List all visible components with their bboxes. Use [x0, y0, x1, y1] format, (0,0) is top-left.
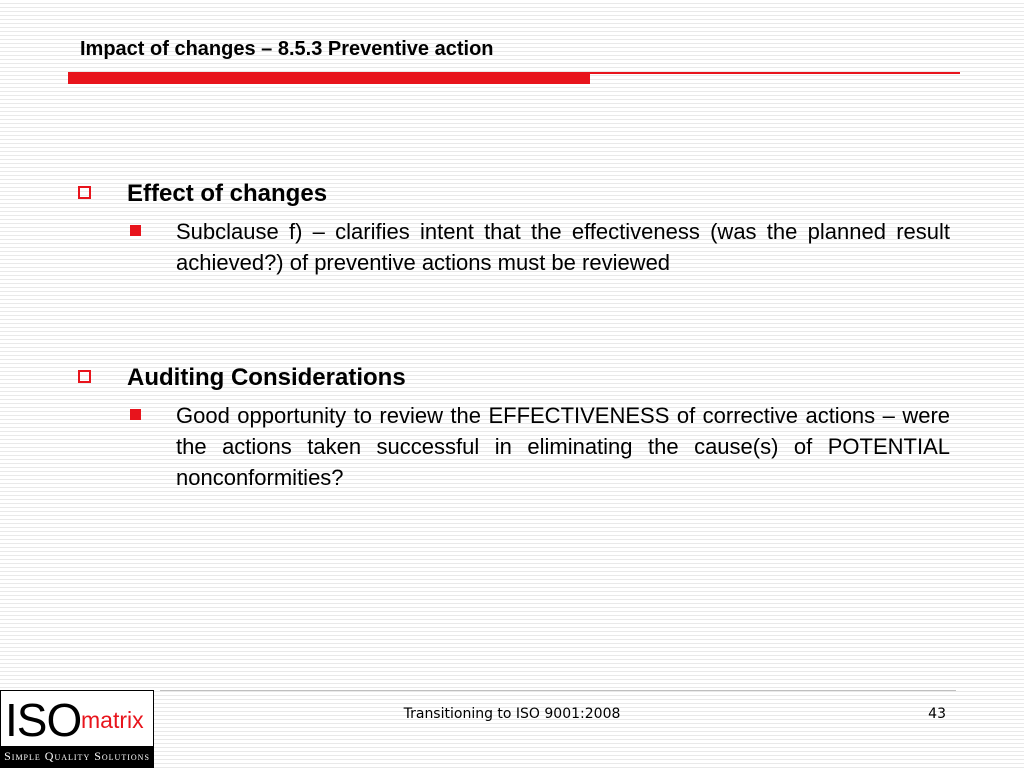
sub-bullet [176, 400, 950, 493]
heading-text: Auditing Considerations [127, 364, 406, 391]
slide-title: Impact of changes – 8.5.3 Preventive action [80, 38, 494, 60]
footer-divider [160, 690, 956, 691]
section-heading [76, 362, 950, 394]
logo-tagline: Simple Quality Solutions [1, 746, 153, 767]
logo-iso-text: ISO [5, 694, 82, 746]
sub-bullet-text: Subclause f) – clarifies intent that the effectiveness (was the planned result achieved?) of preventive actions must be reviewed [176, 219, 950, 275]
page-number: 43 [928, 706, 946, 722]
title-accent-line [590, 72, 960, 74]
hollow-square-bullet-icon [78, 186, 91, 199]
footer-text: Transitioning to ISO 9001:2008 [403, 706, 621, 722]
hollow-square-bullet-icon [78, 370, 91, 383]
sub-bullet [176, 216, 950, 278]
section-heading [76, 178, 950, 210]
isomatrix-logo [0, 690, 154, 768]
sub-bullet-text: Good opportunity to review the EFFECTIVENESS of corrective actions – were the actions taken successful in eliminating the cause(s) of POTENTIAL nonconformities? [176, 403, 950, 490]
heading-text: Effect of changes [127, 180, 328, 207]
title-accent-bar [68, 72, 590, 84]
filled-square-bullet-icon [130, 225, 141, 236]
section-effect-of-changes [76, 178, 950, 278]
filled-square-bullet-icon [130, 409, 141, 420]
section-auditing-considerations [76, 362, 950, 493]
logo-matrix-text: matrix [81, 707, 144, 733]
